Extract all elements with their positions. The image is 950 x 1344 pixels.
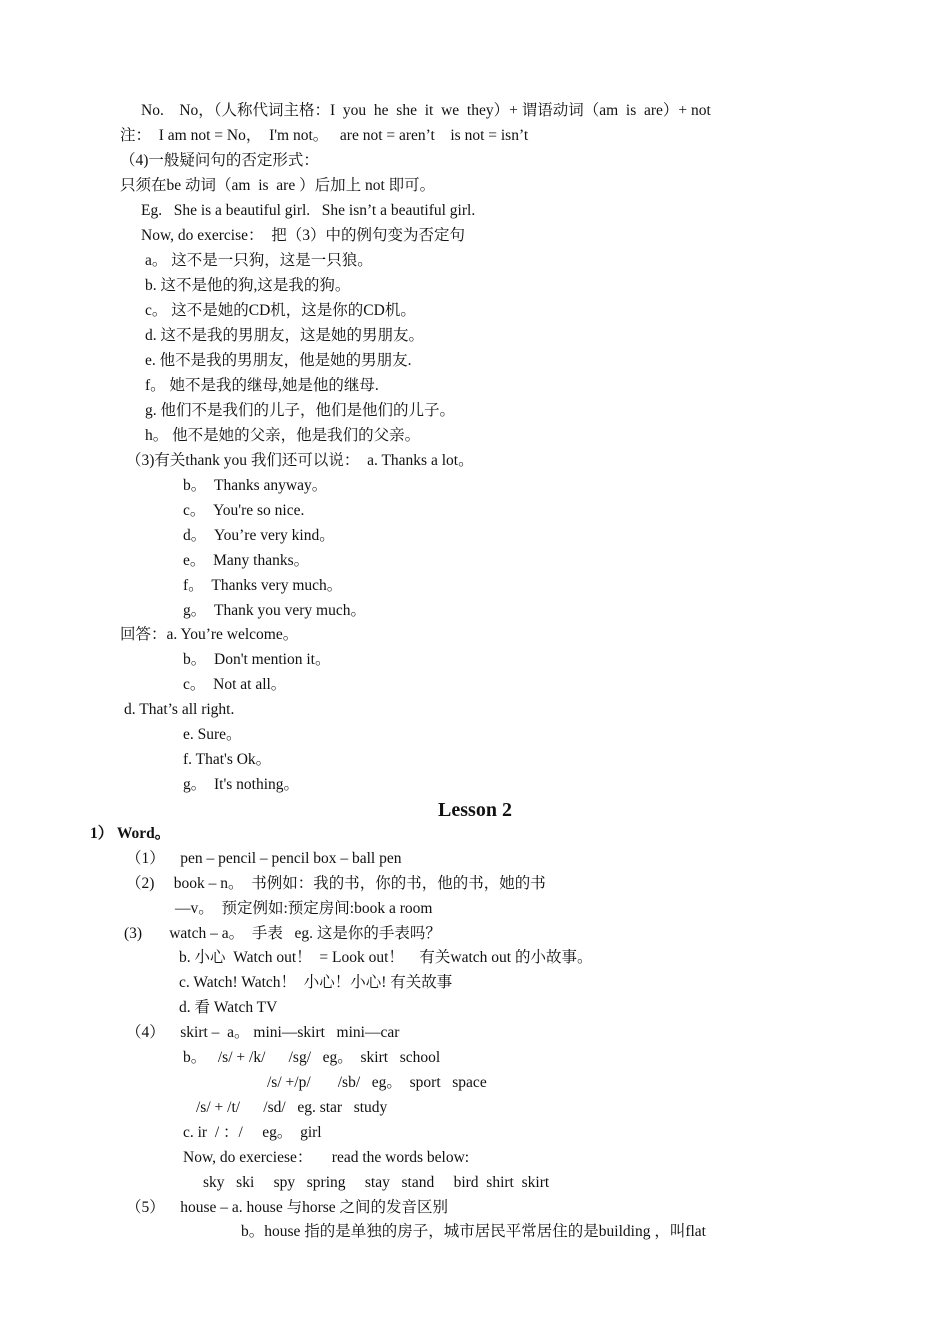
- list-item: e. 他不是我的男朋友，他是她的男朋友.: [145, 352, 412, 369]
- list-item: c。 这不是她的CD机，这是你的CD机。: [145, 302, 416, 319]
- list-item: b. 这不是他的狗,这是我的狗。: [145, 277, 351, 294]
- text-line: Eg. She is a beautiful girl. She isn’t a beautiful girl.: [141, 202, 476, 219]
- list-item: c。 Not at all。: [183, 676, 287, 693]
- list-item: g。 Thank you very much。: [183, 602, 366, 619]
- lesson-heading: Lesson 2: [438, 799, 512, 821]
- text-line: 注： I am not = No， I'm not。 are not = aren’t is not = isn’t: [120, 127, 529, 144]
- text-line: c. Watch! Watch！ 小心！小心! 有关故事: [179, 974, 453, 991]
- text-line: （5） house – a. house 与horse 之间的发音区别: [126, 1199, 449, 1216]
- text-line: /s/ +/p/ /sb/ eg。 sport space: [267, 1074, 487, 1091]
- list-item: f. That's Ok。: [183, 751, 272, 768]
- text-line: b。 /s/ + /k/ /sg/ eg。 skirt school: [183, 1049, 441, 1066]
- list-item: f。 Thanks very much。: [183, 577, 343, 594]
- list-item: g。 It's nothing。: [183, 776, 300, 793]
- text-line: Now, do exercise： 把（3）中的例句变为否定句: [141, 227, 466, 244]
- list-item: e。 Many thanks。: [183, 552, 310, 569]
- text-line: （4)一般疑问句的否定形式：: [120, 152, 319, 169]
- text-line: 只须在be 动词（am is are ）后加上 not 即可。: [120, 177, 436, 194]
- list-item: d。 You’re very kind。: [183, 527, 335, 544]
- text-line: —v。 预定例如:预定房间:book a room: [175, 900, 433, 917]
- list-item: b。 Don't mention it。: [183, 651, 331, 668]
- text-line: No. No，（人称代词主格：I you he she it we they）+ 谓语动词（am is are）+ not: [141, 102, 711, 119]
- list-item: c。 You're so nice.: [183, 502, 305, 519]
- text-line: （2) book – n。 书例如：我的书，你的书，他的书，她的书: [126, 875, 546, 892]
- list-item: d. That’s all right.: [124, 701, 235, 718]
- list-item: a。 这不是一只狗，这是一只狼。: [145, 252, 373, 269]
- text-line: b。house 指的是单独的房子，城市居民平常居住的是building ，叫flat: [241, 1223, 706, 1240]
- list-item: h。 他不是她的父亲，他是我们的父亲。: [145, 427, 421, 444]
- text-line: d. 看 Watch TV: [179, 999, 278, 1016]
- section-heading: 1） Word。: [90, 825, 171, 842]
- list-item: b。 Thanks anyway。: [183, 477, 328, 494]
- text-line: （1） pen – pencil – pencil box – ball pen: [126, 850, 402, 867]
- list-item: g. 他们不是我们的儿子，他们是他们的儿子。: [145, 402, 456, 419]
- text-line: （4） skirt – a。 mini—skirt mini—car: [126, 1024, 400, 1041]
- text-line: 回答：a. You’re welcome。: [120, 626, 299, 643]
- list-item: e. Sure。: [183, 726, 242, 743]
- list-item: f。 她不是我的继母,她是他的继母.: [145, 377, 379, 394]
- text-line: （3)有关thank you 我们还可以说： a. Thanks a lot。: [126, 452, 474, 469]
- text-line: Now, do exerciese： read the words below:: [183, 1149, 470, 1166]
- list-item: d. 这不是我的男朋友，这是她的男朋友。: [145, 327, 425, 344]
- text-line: /s/ + /t/ /sd/ eg. star study: [196, 1099, 388, 1116]
- text-line: (3) watch – a。 手表 eg. 这是你的手表吗？: [124, 925, 441, 942]
- text-line: b. 小心 Watch out！ = Look out！ 有关watch out 的小故事。: [179, 949, 593, 966]
- text-line: c. ir / ：/ eg。 girl: [183, 1124, 322, 1141]
- text-line: sky ski spy spring stay stand bird shirt skirt: [203, 1174, 550, 1191]
